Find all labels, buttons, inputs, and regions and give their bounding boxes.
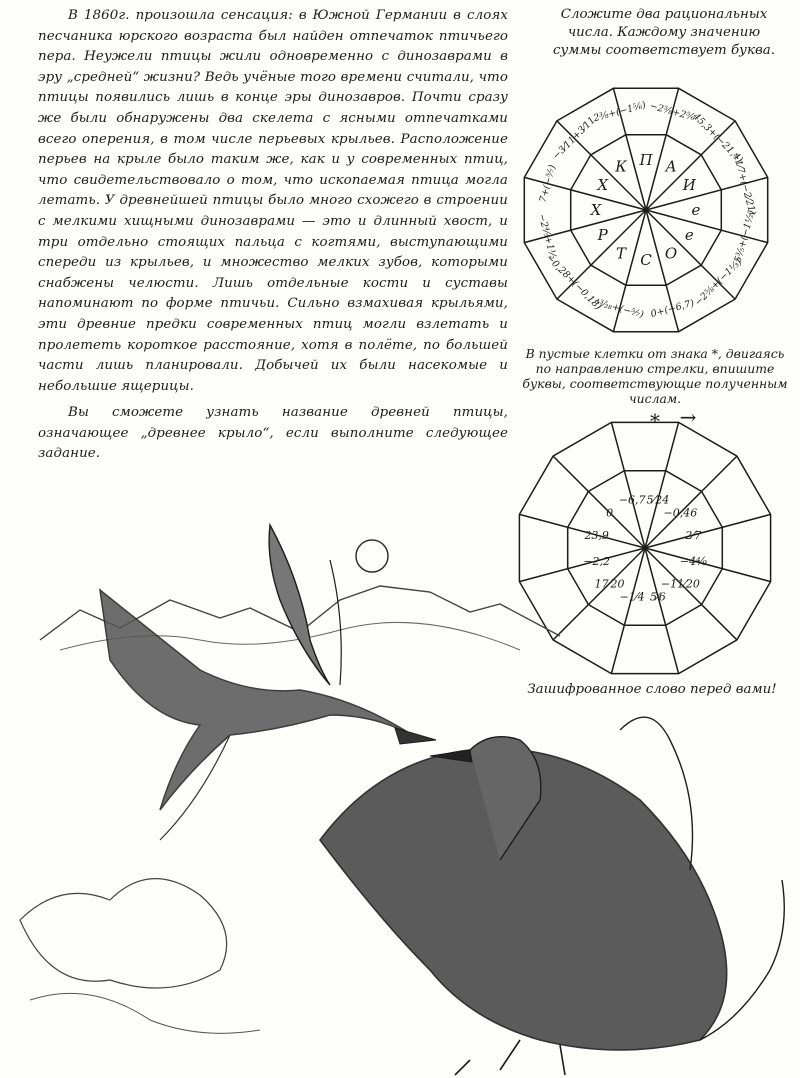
wheel-expression: 45,3+(−21,4) [690,111,745,166]
wheel-expression: −2⁴⁄₅+1¹⁄₂ [535,212,559,261]
wheel-letter: е [691,201,701,219]
wheel-letter: П [639,151,653,169]
grid-cell-value: −6,7 [618,493,646,507]
story-paragraph-1: В 1860г. произошла сенсация: в Южной Германии в слоях песчаника юрского возраста был найден отпечаток птичьего пера. Неужели птицы жили одновременно с динозаврами в эру „средней“ жизни? Ведь учёные того времени считали, что птицы появились лишь в конце эры динозавров. Почти сразу же были обнаружены два скелета с ясными отпечатками всего оперения, в том числе перьевых крыльев. Расположение перьев на крыле было таким же, как и у современных птиц, что свидетельствовало о том, что ископаемая птица могла летать. У древнейшей птицы было много схожего в строении с мелкими хищными динозаврами — это и длинный хвост, и три отдельно стоящих пальца с когтями, выступающими спереди из крыльев, и множество мелких зубов, которыми снабжены челюсти. Лишь отдельные кости и суставы напоминают по форме птичьи. Сильно взмахивая крыльями, эти древние предки современных птиц могли взлетать и пролететь короткое расстояние, хотя в полёте, по большей части лишь планировали. Добычей их были насекомые и небольшие ящерицы. [38,8,508,394]
wheel-letter: Х [590,201,602,219]
task-instruction: Сложите два рациональных числа. Каждому значению суммы соответствует буква. [553,7,775,58]
wheel-letter: Т [615,244,627,263]
grid-cell-value: −1⁄4 [619,590,645,604]
start-star: * [650,409,660,433]
wheel-expression: 5³⁄₅+(−1¹⁄₂) [732,209,758,264]
wheel-letter: Р [597,226,608,244]
grid-cell-value: 23,9 [584,529,609,543]
standing-bird [320,717,784,1075]
wheel-letter: С [640,251,652,269]
grid-cell-value: −0,46 [663,506,698,520]
wheel-letter: И [682,176,696,194]
footer-note: Зашифрованное слово перед вами! [527,682,777,697]
grid-cell-value: −11⁄20 [660,577,700,591]
direction-arrow: → [679,408,697,429]
grid-cell-value: 2⁄7 [685,529,702,543]
story-paragraph-2: Вы сможете узнать название древней птицы, означающее „древнее крыло“, если выполните следующее задание. [38,405,508,462]
grid-cell-value: −4⁴⁄₉ [679,554,707,568]
wheel-letter: А [665,157,677,176]
wheel-expression: −2⁵⁄₈+2⁵⁄₆ [648,100,697,124]
wheel-expression: −3⁄11+3⁄11 [550,114,598,162]
sun-icon [356,540,388,572]
wheel-expression: −1⁄7+(−2⁄21) [730,151,758,217]
wheel-expression: 7+(−⁵⁄₇) [537,163,559,204]
grid-cell-value: 0 [606,506,614,520]
grid-cell-value: 17⁄20 [594,577,625,591]
wheel-expression: ¹³⁄₂₈+(−⁵⁄₇) [594,297,645,321]
wheel-expression: 2³⁄₈+(−1⁵⁄₆) [592,99,648,125]
grid-cell-value: −2,2 [583,554,611,568]
wheel-letter: е [684,226,694,244]
wheel-expression: −0,28+(−0,18) [543,252,604,313]
grid-cell-value: 5⁄6 [649,590,666,604]
task2-instruction: В пустые клетки от знака *, двигаясь по направлению стрелки, впишите буквы, соответствующие полученным числам. [522,346,788,406]
story-text [38,6,508,465]
wheel-expression: 0+(−6,7) [649,297,696,321]
grid-cell-value: 5⁄24 [646,493,670,507]
wheel-expression: −2⁵⁄₈+(−1¹⁄₃) [692,256,745,309]
wheel-letter: Х [597,176,609,194]
wheel-letter: О [664,244,678,263]
cipher-wheel [510,80,782,340]
archaeopteryx-illustration [0,500,800,1078]
wheel-letter: К [615,157,627,176]
